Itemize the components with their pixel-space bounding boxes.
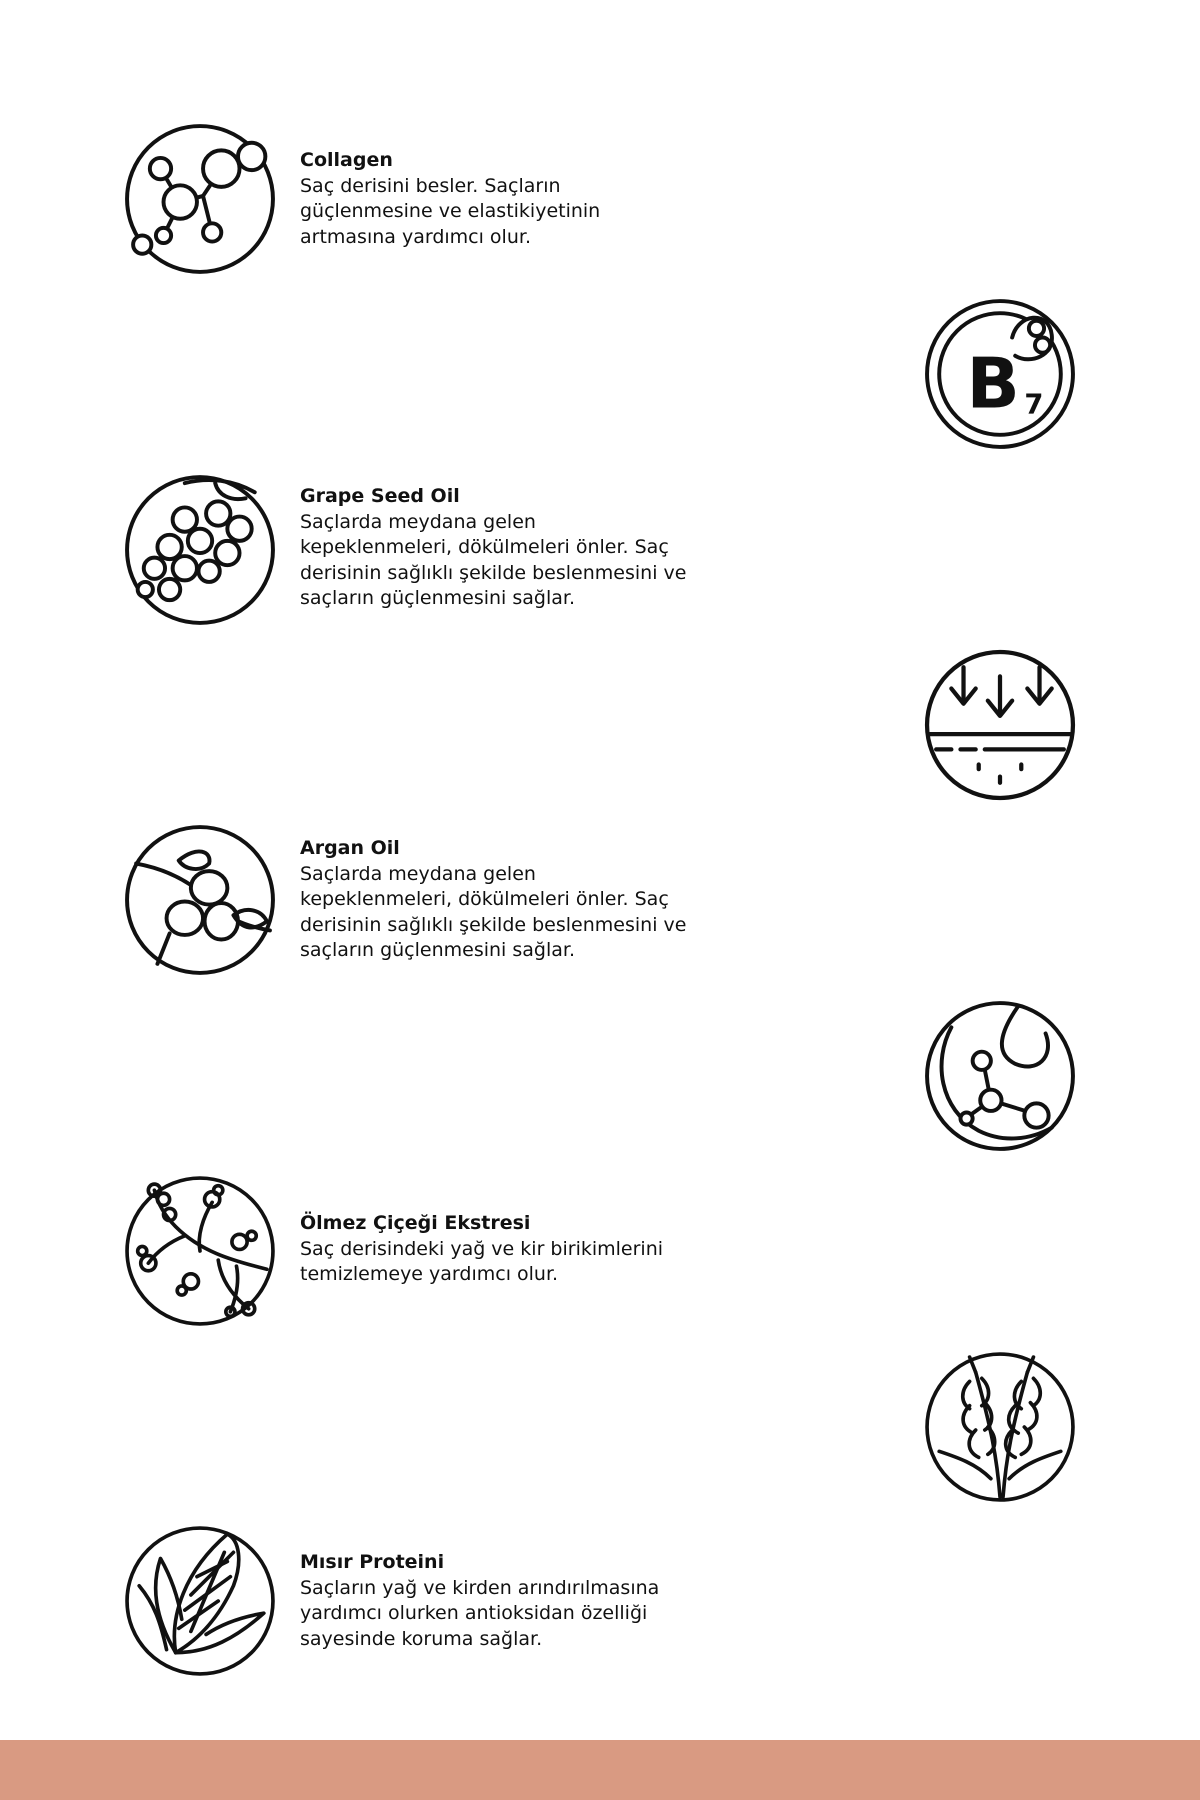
ingredient-text bbox=[300, 148, 600, 250]
ingredient-description-line: Saçların yağ ve kirden arındırılmasına bbox=[300, 1576, 660, 1599]
vitamin-b7-icon bbox=[924, 298, 1076, 450]
ingredient-description-line: saçların güçlenmesini sağlar. bbox=[300, 587, 576, 609]
ingredient-description-line: güçlenmesine ve elastikiyetinin bbox=[300, 200, 601, 222]
ingredient-title: Argan Oil bbox=[300, 837, 400, 859]
ingredient-description-line: Saçlarda meydana gelen bbox=[300, 510, 536, 533]
scalp-absorption-icon bbox=[924, 649, 1076, 801]
ingredient-description-line: kepeklenmeleri, dökülmeleri önler. Saç bbox=[300, 536, 669, 558]
footer-band bbox=[0, 1740, 1200, 1800]
ingredient-description-line: yardımcı olurken antioksidan özelliği bbox=[300, 1602, 648, 1624]
corn-icon bbox=[124, 1525, 276, 1677]
ingredient-title: Collagen bbox=[300, 149, 393, 171]
ingredient-title: Mısır Proteini bbox=[300, 1551, 445, 1573]
wheat-icon bbox=[924, 1351, 1076, 1503]
ingredient-description-line: saçların güçlenmesini sağlar. bbox=[300, 939, 576, 961]
ingredient-description-line: artmasına yardımcı olur. bbox=[300, 225, 531, 248]
argan-fruit-icon bbox=[124, 824, 276, 976]
ingredient-description-line: temizlemeye yardımcı olur. bbox=[300, 1263, 559, 1285]
immortelle-flower-icon bbox=[124, 1175, 276, 1327]
keratin-drop-icon bbox=[924, 1000, 1076, 1152]
ingredient-text bbox=[300, 1550, 659, 1652]
molecule-icon bbox=[124, 123, 276, 275]
ingredient-description-line: kepeklenmeleri, dökülmeleri önler. Saç bbox=[300, 888, 669, 910]
ingredient-description-line: sayesinde koruma sağlar. bbox=[300, 1627, 543, 1650]
ingredient-description-line: derisinin sağlıklı şekilde beslenmesini ve bbox=[300, 913, 687, 936]
svg-text:B: B bbox=[966, 343, 1020, 425]
svg-text:7: 7 bbox=[1024, 389, 1044, 421]
ingredient-title: Grape Seed Oil bbox=[300, 485, 460, 507]
grape-icon bbox=[124, 474, 276, 626]
ingredient-description-line: Saçlarda meydana gelen bbox=[300, 862, 536, 885]
ingredient-text bbox=[300, 484, 686, 612]
ingredient-text bbox=[300, 1211, 663, 1288]
ingredient-title: Ölmez Çiçeği Ekstresi bbox=[300, 1212, 531, 1234]
ingredient-text bbox=[300, 836, 686, 964]
ingredient-description-line: Saç derisindeki yağ ve kir birikimlerini bbox=[300, 1237, 664, 1260]
ingredient-description-line: derisinin sağlıklı şekilde beslenmesini ve bbox=[300, 561, 687, 584]
ingredient-description-line: Saç derisini besler. Saçların bbox=[300, 174, 561, 197]
